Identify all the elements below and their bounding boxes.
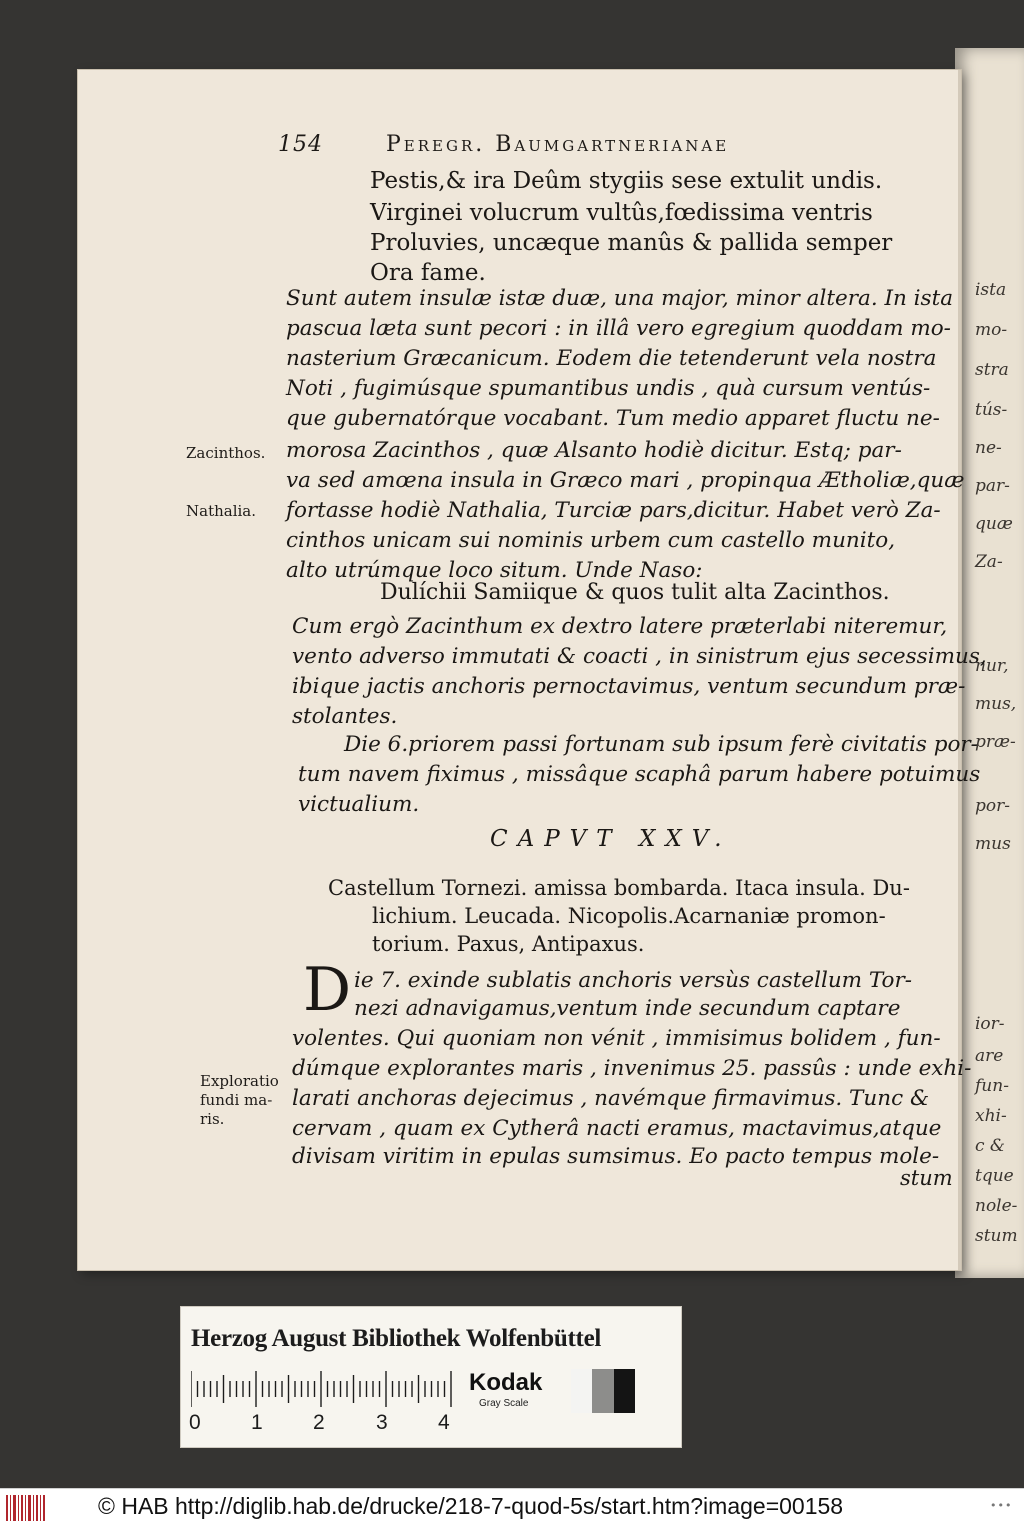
chapter-summary-line: torium. Paxus, Antipaxus. <box>372 932 645 956</box>
marginal-note-line: fundi ma- <box>200 1091 273 1109</box>
text-line: tum navem fiximus , missâque scaphâ parum habere potuimus <box>298 762 981 787</box>
adjacent-fragment: c & <box>975 1136 1006 1156</box>
more-options-icon[interactable]: ••• <box>990 1499 1013 1512</box>
gray-scale-caption: Gray Scale <box>479 1398 529 1409</box>
page-number: 154 <box>278 132 323 157</box>
text-line: que gubernatórque vocabant. Tum medio apparet fluctu ne- <box>286 406 940 431</box>
text-line: fortasse hodiè Nathalia, Turciæ pars,dicitur. Habet verò Za- <box>286 498 941 523</box>
drop-cap: D <box>303 955 352 1025</box>
text-line: morosa Zacinthos , quæ Alsanto hodiè dicitur. Estq; par- <box>286 438 902 463</box>
quotation-line: Dulíchii Samiique & quos tulit alta Zacinthos. <box>380 580 890 605</box>
ruler-scale <box>191 1371 453 1407</box>
text-line: alto utrúmque loco situm. Unde Naso: <box>286 558 703 583</box>
ruler-label: 1 <box>251 1411 263 1434</box>
adjacent-fragment: mus, <box>975 694 1017 714</box>
adjacent-fragment: nole- <box>975 1196 1018 1216</box>
adjacent-fragment: tque <box>975 1166 1014 1186</box>
text-line: cervam , quam ex Cytherâ nacti eramus, mactavimus,atque <box>292 1116 942 1141</box>
adjacent-fragment: mo- <box>975 320 1008 340</box>
kodak-logo: Kodak <box>469 1369 543 1396</box>
adjacent-fragment: xhi- <box>975 1106 1007 1126</box>
adjacent-fragment: ne- <box>975 438 1002 458</box>
barcode-icon <box>6 1493 46 1523</box>
adjacent-fragment: quæ <box>975 514 1013 534</box>
marginal-note-line: ris. <box>200 1110 225 1128</box>
text-line: Sunt autem insulæ istæ duæ, una major, minor altera. In ista <box>286 286 954 311</box>
library-name: Herzog August Bibliothek Wolfenbüttel <box>191 1325 602 1352</box>
ruler-label: 0 <box>189 1411 201 1434</box>
adjacent-fragment: præ- <box>975 732 1016 752</box>
running-head <box>278 132 730 157</box>
adjacent-fragment: ior- <box>975 1014 1005 1034</box>
marginal-note-line: Exploratio <box>200 1072 279 1090</box>
text-line: ie 7. exinde sublatis anchoris versùs castellum Tor- <box>354 968 913 993</box>
viewer-footer <box>0 1488 1024 1527</box>
adjacent-fragment: stum <box>975 1226 1018 1246</box>
catchword: stum <box>900 1166 953 1190</box>
chapter-summary-line: Castellum Tornezi. amissa bombarda. Itaca insula. Du- <box>328 876 910 900</box>
adjacent-fragment: are <box>975 1046 1004 1066</box>
text-line: volentes. Qui quoniam non vénit , immisimus bolidem , fun- <box>292 1026 941 1051</box>
text-line: Die 6.priorem passi fortunam sub ipsum ferè civitatis por- <box>344 732 978 757</box>
adjacent-fragment: por- <box>975 796 1010 816</box>
adjacent-fragment: mus <box>975 834 1011 854</box>
text-line: divisam viritim in epulas sumsimus. Eo pacto tempus mole- <box>292 1144 940 1169</box>
verse-line: Pestis,& ira Deûm stygiis sese extulit undis. <box>370 168 883 194</box>
marginal-note: Nathalia. <box>186 502 257 520</box>
adjacent-fragment: Za- <box>975 552 1003 572</box>
library-color-card <box>180 1306 682 1448</box>
adjacent-fragment: stra <box>975 360 1009 380</box>
text-line: vento adverso immutati & coacti , in sinistrum ejus secessimus, <box>292 644 987 669</box>
text-line: nasterium Græcanicum. Eodem die tetenderunt vela nostra <box>286 346 937 371</box>
verse-line: Virginei volucrum vultûs,fœdissima ventris <box>370 200 873 226</box>
adjacent-fragment: par- <box>975 476 1010 496</box>
adjacent-fragment: ista <box>975 280 1007 300</box>
text-line: dúmque explorantes maris , invenimus 25. passûs : unde exhi- <box>292 1056 972 1081</box>
text-line: cinthos unicam sui nominis urbem cum castello munito, <box>286 528 896 553</box>
chapter-heading: CAPVT XXV. <box>490 826 732 852</box>
ruler-label: 3 <box>376 1411 388 1434</box>
adjacent-fragment: tús- <box>975 400 1008 420</box>
ruler-label: 2 <box>313 1411 325 1434</box>
source-link[interactable]: © HAB http://diglib.hab.de/drucke/218-7-quod-5s/start.htm?image=00158 <box>98 1493 844 1519</box>
text-line: pascua læta sunt pecori : in illâ vero egregium quoddam mo- <box>286 316 951 341</box>
text-line: victualium. <box>298 792 420 817</box>
text-line: ibique jactis anchoris pernoctavimus, ventum secundum præ- <box>292 674 966 699</box>
text-line: stolantes. <box>292 704 398 729</box>
chapter-summary-line: lichium. Leucada. Nicopolis.Acarnaniæ promon- <box>372 904 886 928</box>
adjacent-fragment: nur, <box>975 656 1009 676</box>
text-line: Noti , fugimúsque spumantibus undis , quà cursum ventús- <box>286 376 931 401</box>
gray-scale-swatches <box>571 1369 635 1413</box>
verse-line: Ora fame. <box>370 260 486 286</box>
marginal-note: Zacinthos. <box>186 444 266 462</box>
verse-line: Proluvies, uncæque manûs & pallida semper <box>370 230 893 256</box>
ruler-label: 4 <box>438 1411 450 1434</box>
text-line: nezi adnavigamus,ventum inde secundum captare <box>354 996 901 1021</box>
marginal-note <box>200 1072 279 1129</box>
running-title: Peregr. Baumgartnerianae <box>386 132 730 157</box>
text-line: Cum ergò Zacinthum ex dextro latere præterlabi niteremur, <box>292 614 948 639</box>
text-line: larati anchoras dejecimus , navémque firmavimus. Tunc & <box>292 1086 930 1111</box>
adjacent-fragment: fun- <box>975 1076 1009 1096</box>
text-line: va sed amœna insula in Græco mari , propinqua Ætholiæ,quæ <box>286 468 965 493</box>
